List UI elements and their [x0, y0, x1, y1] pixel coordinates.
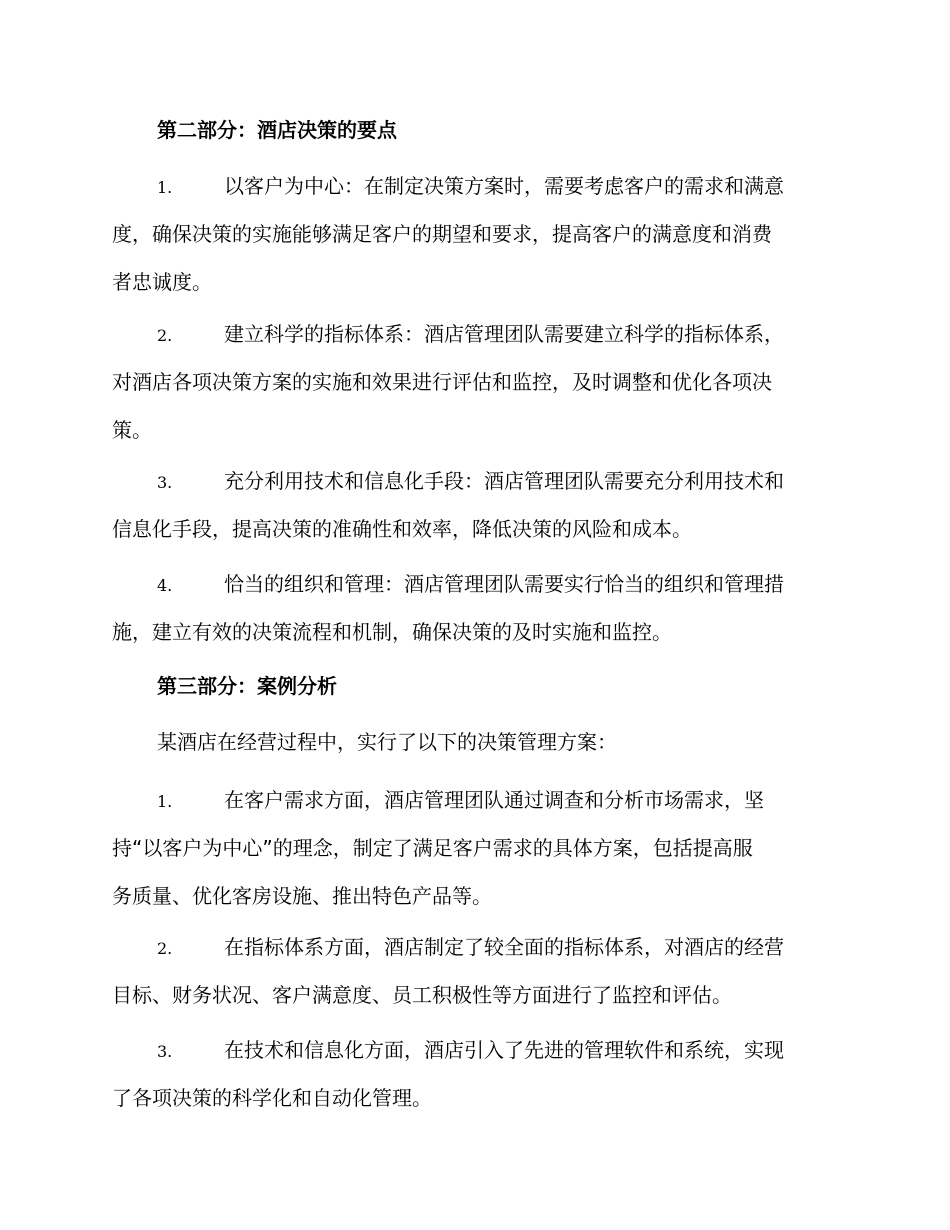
intro-text: 某酒店在经营过程中，实行了以下的决策管理方案： [157, 730, 617, 754]
item-text-line: 度，确保决策的实施能够满足客户的期望和要求，提高客户的满意度和消费 [112, 222, 772, 246]
section3-heading: 第三部分：案例分析 [157, 674, 337, 698]
item-text-line: 在指标体系方面，酒店制定了较全面的指标体系，对酒店的经营 [224, 935, 784, 959]
item-text-line: 目标、财务状况、客户满意度、员工积极性等方面进行了监控和评估。 [112, 983, 732, 1007]
section3-item-1 [112, 776, 832, 920]
item-text-line: 在技术和信息化方面，酒店引入了先进的管理软件和系统，实现 [224, 1038, 784, 1062]
item-text-line: 恰当的组织和管理：酒店管理团队需要实行恰当的组织和管理措 [224, 572, 784, 596]
item-text-line: 对酒店各项决策方案的实施和效果进行评估和监控，及时调整和优化各项决 [112, 370, 772, 394]
section3-intro [112, 718, 832, 766]
item-text-line: 策。 [112, 418, 152, 442]
item-text-line: 施，建立有效的决策流程和机制，确保决策的及时实施和监控。 [112, 620, 672, 644]
item-text-line: 在客户需求方面，酒店管理团队通过调查和分析市场需求，坚 [224, 788, 764, 812]
item-number: 1. [157, 792, 173, 811]
item-text-line: 务质量、优化客房设施、推出特色产品等。 [112, 884, 492, 908]
item-text-line: 充分利用技术和信息化手段：酒店管理团队需要充分利用技术和 [224, 469, 784, 493]
item-number: 2. [157, 326, 173, 345]
item-text-line: 了各项决策的科学化和自动化管理。 [112, 1086, 432, 1110]
section2-item-4 [112, 560, 832, 656]
item-text-line: 信息化手段，提高决策的准确性和效率，降低决策的风险和成本。 [112, 517, 692, 541]
item-text-line: 者忠诚度。 [112, 270, 212, 294]
item-text-line: 建立科学的指标体系：酒店管理团队需要建立科学的指标体系， [224, 322, 784, 346]
item-text-line: 以客户为中心：在制定决策方案时，需要考虑客户的需求和满意 [224, 174, 784, 198]
item-number: 1. [157, 178, 173, 197]
item-number: 3. [157, 473, 173, 492]
section2-item-3 [112, 457, 832, 553]
section3-item-2 [112, 923, 832, 1019]
item-number: 2. [157, 939, 173, 958]
section2-item-2 [112, 310, 832, 454]
item-number: 4. [157, 576, 173, 595]
item-number: 3. [157, 1042, 173, 1061]
item-text-line: 持“以客户为中心”的理念，制定了满足客户需求的具体方案，包括提高服 [112, 836, 753, 860]
section2-heading: 第二部分：酒店决策的要点 [157, 118, 397, 142]
section3-item-3 [112, 1026, 832, 1122]
section2-item-1 [112, 162, 832, 306]
